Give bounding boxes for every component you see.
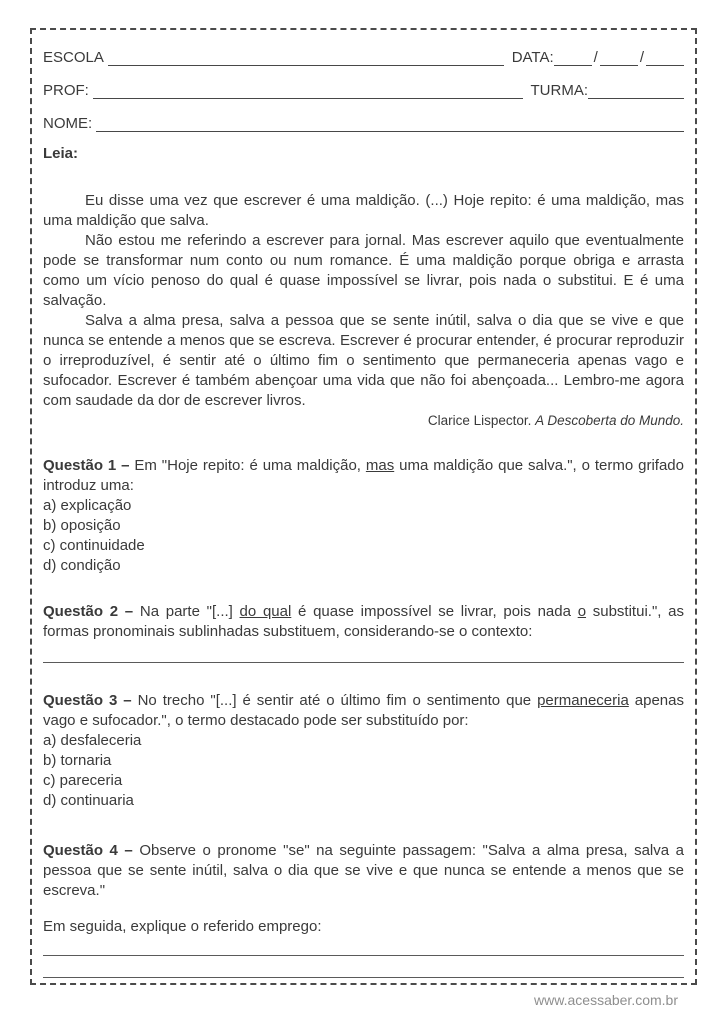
escola-blank-line: [108, 49, 504, 66]
question-3-option-d: d) continuaria: [43, 792, 134, 809]
question-2-underlined-term-1: do qual: [239, 603, 292, 620]
reading-section: [43, 144, 684, 430]
question-1-option-c: c) continuidade: [43, 537, 145, 554]
escola-label: ESCOLA: [43, 49, 104, 66]
data-label: DATA:: [511, 49, 554, 66]
question-3-option-a: a) desfaleceria: [43, 732, 142, 749]
question-4-answer-line-1: [43, 955, 684, 956]
prof-blank-line: [93, 82, 523, 99]
date-separator: /: [639, 49, 644, 66]
date-separator: /: [593, 49, 598, 66]
question-4-label: Questão 4 –: [43, 842, 133, 859]
question-4-answer-line-2: [43, 977, 684, 978]
question-1-underlined-term: mas: [365, 457, 395, 474]
question-1: [43, 456, 684, 576]
reading-instruction: Leia:: [43, 145, 79, 162]
nome-label: NOME:: [43, 115, 93, 132]
question-1-text-before: Em "Hoje repito: é uma maldição,: [129, 457, 366, 474]
question-2: [43, 602, 684, 663]
question-3-option-b: b) tornaria: [43, 752, 112, 769]
question-1-option-a: a) explicação: [43, 497, 132, 514]
prof-label: PROF:: [43, 82, 89, 99]
question-2-label: Questão 2 –: [43, 603, 134, 620]
question-1-option-b: b) oposição: [43, 517, 121, 534]
question-4-text: [43, 841, 684, 901]
website-credit: www.acessaber.com.br: [534, 992, 678, 1008]
question-2-text-before: Na parte "[...]: [133, 603, 240, 620]
question-2-text-after: substitui.", as formas pronominais sublinhadas substituem, considerando-se o contexto:: [43, 603, 684, 640]
question-1-option-d: d) condição: [43, 557, 121, 574]
question-2-text: [43, 602, 684, 642]
question-2-underlined-term-2: o: [577, 603, 587, 620]
question-3: [43, 691, 684, 811]
worksheet-border-box: [30, 28, 697, 985]
question-3-text-after: apenas vago e sufocador.", o termo destacado pode ser substituído por:: [43, 692, 684, 729]
reading-attribution: [43, 411, 684, 430]
date-year-blank-line: [646, 49, 684, 66]
header-row-prof-turma: [43, 78, 684, 99]
question-4-followup-instruction: Em seguida, explique o referido emprego:: [43, 918, 322, 935]
date-day-blank-line: [554, 49, 592, 66]
question-2-text-middle: é quase impossível se livrar, pois nada: [291, 603, 578, 620]
question-1-text: [43, 456, 684, 496]
date-month-blank-line: [600, 49, 638, 66]
worksheet-header: [43, 45, 684, 132]
question-3-label: Questão 3 –: [43, 692, 132, 709]
reading-paragraph-1: Eu disse uma vez que escrever é uma maldição. (...) Hoje repito: é uma maldição, mas uma maldição que salva.: [43, 192, 684, 229]
question-4-passage-text: Observe o pronome "se" na seguinte passagem: "Salva a alma presa, salva a pessoa que se sente inútil, salva o dia que se vive e que nunca se entende a menos que se escreva.": [43, 842, 684, 899]
nome-blank-line: [96, 115, 684, 132]
header-row-escola-data: [43, 45, 684, 66]
turma-label: TURMA:: [530, 82, 588, 99]
turma-blank-line: [588, 82, 684, 99]
question-3-underlined-term: permaneceria: [537, 692, 629, 709]
question-3-option-c: c) pareceria: [43, 772, 123, 789]
question-1-label: Questão 1 –: [43, 457, 130, 474]
question-3-text-before: No trecho "[...] é sentir até o último fim o sentimento que: [131, 692, 538, 709]
question-3-text: [43, 691, 684, 731]
question-2-answer-line: [43, 662, 684, 663]
reading-paragraph-2: Não estou me referindo a escrever para jornal. Mas escrever aquilo que eventualmente pode se transformar num conto ou num romance. É uma maldição porque obriga e arrasta como um vício penoso do qual é quase impossível se livrar, pois nada o substitui. E é uma salvação.: [43, 232, 684, 309]
question-4: [43, 841, 684, 978]
attribution-author: Clarice Lispector.: [427, 413, 536, 428]
attribution-work-title: A Descoberta do Mundo.: [535, 413, 684, 428]
reading-paragraph-3: Salva a alma presa, salva a pessoa que se sente inútil, salva o dia que se vive e que nunca se entende a menos que se escreva. Escrever é procurar entender, é procurar reproduzir o irreproduzível, é sentir até o último fim o sentimento que permaneceria apenas vago e sufocador. Escrever é também abençoar uma vida que não foi abençoada... Lembro-me agora com saudade da dor de escrever livros.: [43, 312, 684, 409]
question-1-text-after: uma maldição que salva.", o termo grifado introduz uma:: [43, 457, 684, 494]
header-row-nome: [43, 111, 684, 132]
